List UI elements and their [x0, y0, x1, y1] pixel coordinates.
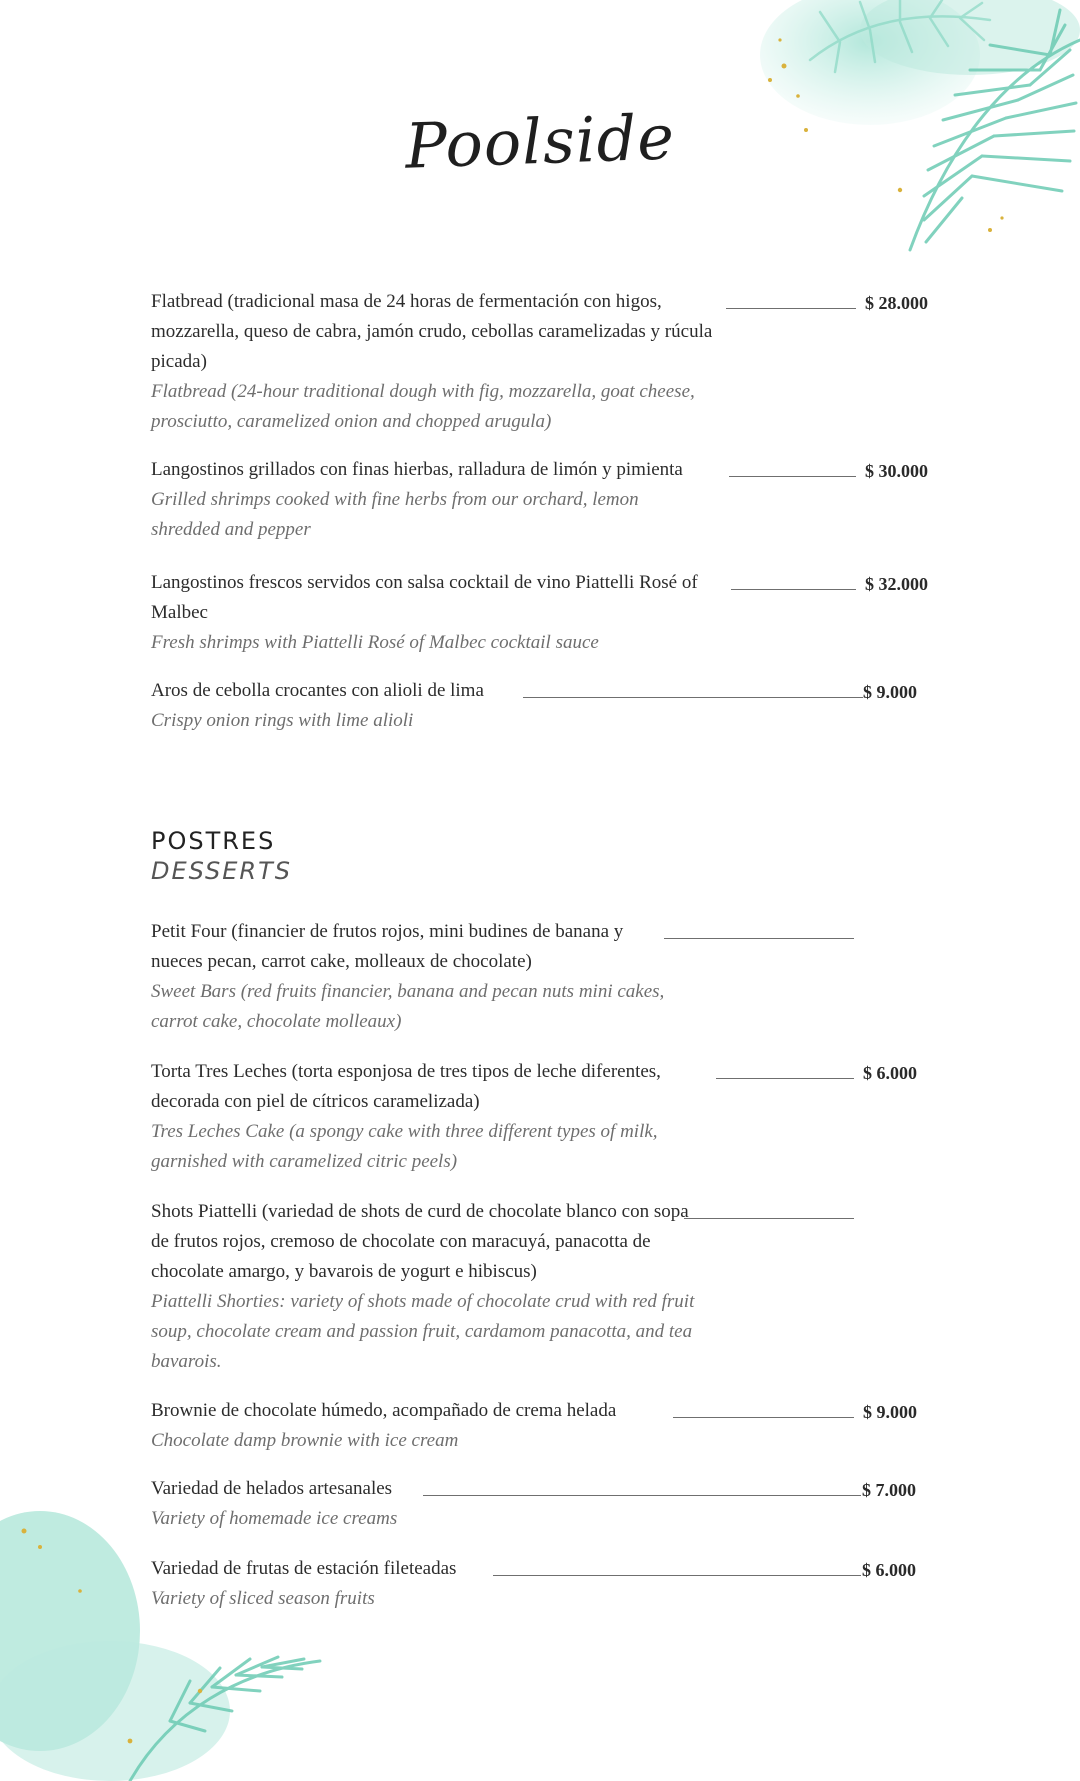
item-name-es: Brownie de chocolate húmedo, acompañado de crema helada — [151, 1400, 617, 1421]
leader-line — [716, 1078, 854, 1079]
menu-item — [151, 1057, 936, 1177]
menu-item — [151, 455, 936, 545]
item-name-es: Shots Piattelli (variedad de shots de curd de chocolate blanco con sopa de frutos rojos, cremoso de chocolate con maracuyá, panacotta de chocolate amargo, y bavarois de yogurt e hibiscus) — [151, 1201, 689, 1282]
item-price: $ 32.000 — [865, 574, 928, 594]
item-name-en: Fresh shrimps with Piattelli Rosé of Malbec cocktail sauce — [151, 632, 599, 653]
menu-item — [151, 676, 936, 736]
item-name-en: Crispy onion rings with lime alioli — [151, 710, 414, 731]
item-price: $ 7.000 — [862, 1480, 916, 1500]
item-price: $ 6.000 — [863, 1063, 917, 1083]
item-name-es: Aros de cebolla crocantes con alioli de lima — [151, 680, 484, 701]
item-price: $ 28.000 — [865, 293, 928, 313]
menu-item — [151, 568, 936, 658]
leader-line — [493, 1575, 861, 1576]
item-name-en: Chocolate damp brownie with ice cream — [151, 1430, 459, 1451]
item-price: $ 6.000 — [862, 1560, 916, 1580]
item-name-es: Variedad de helados artesanales — [151, 1478, 393, 1499]
item-name-es: Variedad de frutas de estación fileteadas — [151, 1558, 457, 1579]
leader-line — [731, 589, 856, 590]
leader-line — [684, 1218, 854, 1219]
item-price: $ 9.000 — [863, 1402, 917, 1422]
leader-line — [523, 697, 863, 698]
leader-line — [729, 476, 856, 477]
item-name-en: Grilled shrimps cooked with fine herbs from our orchard, lemon shredded and pepper — [151, 489, 639, 540]
leader-line — [664, 938, 854, 939]
item-name-es: Langostinos frescos servidos con salsa cocktail de vino Piattelli Rosé of Malbec — [151, 572, 698, 623]
item-name-en: Tres Leches Cake (a spongy cake with three different types of milk, garnished with caramelized citric peels) — [151, 1121, 658, 1172]
item-name-es: Petit Four (financier de frutos rojos, mini budines de banana y nueces pecan, carrot cake, molleaux de chocolate) — [151, 921, 624, 972]
item-name-es: Torta Tres Leches (torta esponjosa de tres tipos de leche diferentes, decorada con piel de cítricos caramelizada) — [151, 1061, 661, 1112]
menu-item — [151, 1554, 936, 1614]
leader-line — [726, 308, 856, 309]
item-price: $ 30.000 — [865, 461, 928, 481]
item-name-en: Variety of homemade ice creams — [151, 1508, 398, 1529]
item-name-en: Piattelli Shorties: variety of shots made of chocolate crud with red fruit soup, chocolate cream and passion fruit, cardamom panacotta, and tea bavarois. — [151, 1291, 695, 1372]
menu-item — [151, 1474, 936, 1534]
page-title: Poolside — [403, 100, 677, 183]
item-name-en: Sweet Bars (red fruits financier, banana and pecan nuts mini cakes, carrot cake, chocolate molleaux) — [151, 981, 665, 1032]
section-heading — [151, 826, 292, 886]
menu-item — [151, 917, 936, 1037]
item-price: $ 9.000 — [863, 682, 917, 702]
section-title-es: POSTRES — [151, 827, 276, 855]
leader-line — [673, 1417, 854, 1418]
item-name-en: Variety of sliced season fruits — [151, 1588, 375, 1609]
leader-line — [423, 1495, 861, 1496]
menu-item — [151, 1197, 936, 1377]
section-title-en: DESSERTS — [151, 857, 292, 885]
menu-item — [151, 1396, 936, 1456]
palm-leaf-decoration-icon — [0, 1491, 340, 1781]
menu-item — [151, 287, 936, 437]
item-name-en: Flatbread (24-hour traditional dough with fig, mozzarella, goat cheese, prosciutto, caramelized onion and chopped arugula) — [151, 381, 695, 432]
item-name-es: Flatbread (tradicional masa de 24 horas de fermentación con higos, mozzarella, queso de cabra, jamón crudo, cebollas caramelizadas y rúcula picada) — [151, 291, 713, 372]
item-name-es: Langostinos grillados con finas hierbas, ralladura de limón y pimienta — [151, 459, 683, 480]
